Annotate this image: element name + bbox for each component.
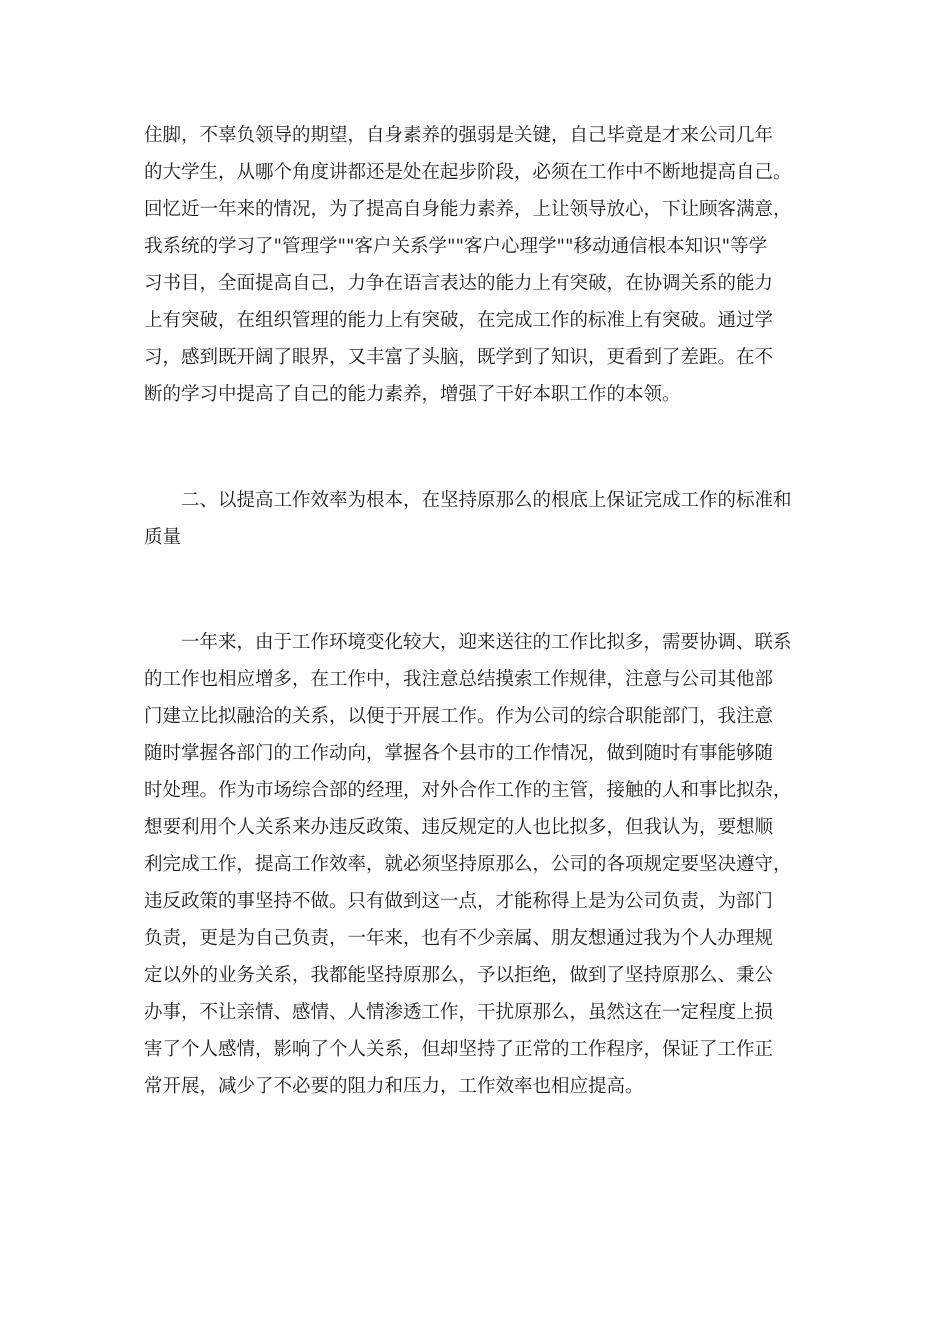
text-line: 定以外的业务关系，我都能坚持原那么，予以拒绝，做到了坚持原那么、秉公 — [144, 965, 774, 986]
text-line: 负责，更是为自己负责，一年来，也有不少亲属、朋友想通过我为个人办理规 — [144, 928, 774, 949]
text-line: 办事，不让亲情、感情、人情渗透工作，干扰原那么，虽然这在一定程度上损 — [144, 1002, 774, 1023]
heading-line: 二、以提高工作效率为根本，在坚持原那么的根底上保证完成工作的标准和 — [144, 490, 792, 511]
heading-line: 质量 — [144, 527, 182, 548]
text-line: 门建立比拟融洽的关系，以便于开展工作。作为公司的综合职能部门，我注意 — [144, 706, 774, 727]
text-line: 随时掌握各部门的工作动向，掌握各个县市的工作情况，做到随时有事能够随 — [144, 743, 774, 764]
text-line: 住脚，不辜负领导的期望，自身素养的强弱是关键，自己毕竟是才来公司几年 — [144, 125, 774, 146]
text-line: 的工作也相应增多，在工作中，我注意总结摸索工作规律，注意与公司其他部 — [144, 669, 774, 690]
text-line: 违反政策的事坚持不做。只有做到这一点，才能称得上是为公司负责，为部门 — [144, 891, 774, 912]
text-line: 害了个人感情，影响了个人关系，但却坚持了正常的工作程序，保证了工作正 — [144, 1039, 774, 1060]
text-line: 一年来，由于工作环境变化较大，迎来送往的工作比拟多，需要协调、联系 — [144, 632, 792, 653]
text-line: 利完成工作，提高工作效率，就必须坚持原那么，公司的各项规定要坚决遵守， — [144, 854, 792, 875]
text-line: 的大学生，从哪个角度讲都还是处在起步阶段，必须在工作中不断地提高自己。 — [144, 162, 792, 183]
text-line: 断的学习中提高了自己的能力素养，增强了干好本职工作的本领。 — [144, 384, 681, 405]
text-line: 我系统的学习了"管理学""客户关系学""客户心理学""移动通信根本知识"等学 — [144, 236, 768, 257]
text-line: 习书目，全面提高自己，力争在语言表达的能力上有突破，在协调关系的能力 — [144, 273, 774, 294]
text-line: 回忆近一年来的情况，为了提高自身能力素养，上让领导放心，下让顾客满意， — [144, 199, 792, 220]
text-line: 想要利用个人关系来办违反政策、违反规定的人也比拟多，但我认为，要想顺 — [144, 817, 774, 838]
text-line: 常开展，减少了不必要的阻力和压力，工作效率也相应提高。 — [144, 1076, 644, 1097]
text-line: 时处理。作为市场综合部的经理，对外合作工作的主管，接触的人和事比拟杂， — [144, 780, 792, 801]
text-line: 习，感到既开阔了眼界，又丰富了头脑，既学到了知识，更看到了差距。在不 — [144, 347, 774, 368]
text-line: 上有突破，在组织管理的能力上有突破，在完成工作的标准上有突破。通过学 — [144, 310, 774, 331]
